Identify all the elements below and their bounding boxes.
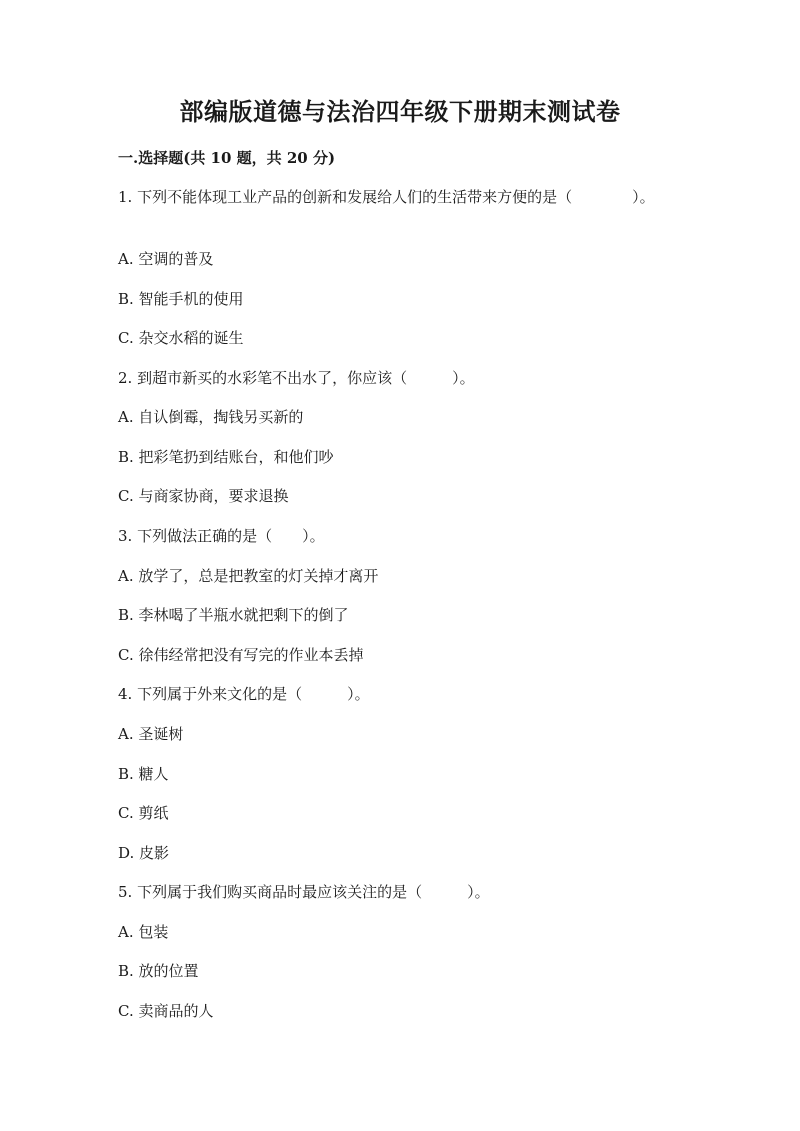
question-5-option-b: B. 放的位置 — [118, 962, 199, 980]
question-2-option-b: B. 把彩笔扔到结账台，和他们吵 — [118, 448, 334, 466]
question-2-option-a: A. 自认倒霉，掏钱另买新的 — [118, 408, 304, 426]
question-3-option-b: B. 李林喝了半瓶水就把剩下的倒了 — [118, 606, 349, 624]
question-5-option-c: C. 卖商品的人 — [118, 1002, 214, 1020]
question-4-option-d: D. 皮影 — [118, 844, 170, 862]
question-3-option-c: C. 徐伟经常把没有写完的作业本丢掉 — [118, 646, 364, 664]
question-1-stem: 1. 下列不能体现工业产品的创新和发展给人们的生活带来方便的是（ ）。 — [118, 188, 655, 206]
question-4-option-b: B. 糖人 — [118, 765, 169, 783]
question-1-option-a: A. 空调的普及 — [118, 250, 214, 268]
question-2-option-c: C. 与商家协商，要求退换 — [118, 487, 289, 505]
question-5-stem: 5. 下列属于我们购买商品时最应该关注的是（ ）。 — [118, 883, 490, 901]
question-1-option-b: B. 智能手机的使用 — [118, 290, 244, 308]
question-4-stem: 4. 下列属于外来文化的是（ ）。 — [118, 685, 370, 703]
question-4-option-c: C. 剪纸 — [118, 804, 169, 822]
question-1-option-c: C. 杂交水稻的诞生 — [118, 329, 244, 347]
question-5-option-a: A. 包装 — [118, 923, 169, 941]
question-4-option-a: A. 圣诞树 — [118, 725, 184, 743]
page-title: 部编版道德与法治四年级下册期末测试卷 — [179, 97, 621, 126]
question-2-stem: 2. 到超市新买的水彩笔不出水了，你应该（ ）。 — [118, 369, 475, 387]
question-3-option-a: A. 放学了，总是把教室的灯关掉才离开 — [118, 567, 379, 585]
section-heading: 一.选择题(共 10 题，共 20 分) — [118, 149, 336, 167]
question-3-stem: 3. 下列做法正确的是（ ）。 — [118, 527, 325, 545]
